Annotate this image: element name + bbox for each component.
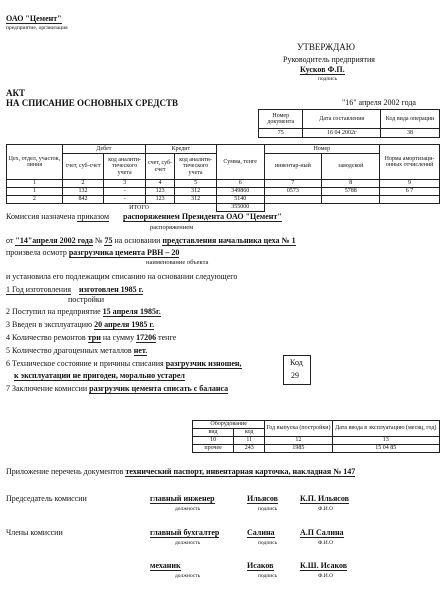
item-7 xyxy=(6,384,228,393)
col-num: 3 xyxy=(104,180,146,188)
item-6-continued: к эксплуатации не пригоден, морально устарел xyxy=(14,371,185,380)
table-cell: 5788 xyxy=(322,188,380,196)
act-title: АКТ xyxy=(6,88,26,98)
item-label: 3 Введен в эксплуатацию xyxy=(6,320,93,329)
commission-text: Комиссия назначена xyxy=(6,212,76,221)
table-cell: 132 xyxy=(62,188,104,196)
commission-line-1 xyxy=(6,212,282,221)
item-value: разгрузчик цемента списать с баланса xyxy=(89,384,229,393)
table-cell: - xyxy=(104,188,146,196)
chair-label: Председатель комиссии xyxy=(6,494,87,503)
table-cell: - xyxy=(104,196,146,204)
doc-header-opcode: Код вида операции xyxy=(381,110,440,129)
table-cell: прочее xyxy=(193,445,234,453)
doc-header-number: Номер документа xyxy=(259,110,303,129)
table-cell: 15 04 85 xyxy=(332,445,439,453)
commission-object: разгрузчика цемента РВН – 20 xyxy=(68,248,180,257)
col-inventory: инвентар-ный xyxy=(264,154,322,180)
item-label: на сумму xyxy=(102,333,135,342)
item-5 xyxy=(6,346,147,355)
item-value: изготовлен 1985 г. xyxy=(79,285,144,294)
col-debit-header: Дебет xyxy=(62,145,145,154)
table-cell xyxy=(264,196,322,204)
chair-name: К.П. Ильясов xyxy=(300,494,349,503)
item-1-caption: постройки xyxy=(68,295,105,304)
col-num: 11 xyxy=(234,437,265,445)
member-2-name: К.Ш. Исаков xyxy=(300,561,348,570)
caption-name: Ф.И.О xyxy=(318,506,334,512)
table-row xyxy=(7,188,440,196)
appendix xyxy=(6,467,355,476)
chair-position: главный инженер xyxy=(150,494,215,503)
col-num: 10 xyxy=(193,437,234,445)
commission-line-3 xyxy=(6,248,179,257)
doc-value-date: 16 04 2002г xyxy=(303,129,381,138)
doc-number-table xyxy=(258,109,440,138)
col-credit-header: Кредит xyxy=(145,145,216,154)
col-num: 9 xyxy=(380,180,440,188)
col-num: 4 xyxy=(145,180,174,188)
member-2-signature: Исаков xyxy=(247,561,274,570)
appendix-label: Приложение перечень документов xyxy=(6,467,124,476)
caption-position: должность xyxy=(175,540,201,546)
table-cell: 349860 xyxy=(216,188,264,196)
table-cell: 842 xyxy=(62,196,104,204)
col-number-header: Номер xyxy=(264,145,380,154)
col-debit-account: счет, суб-счет xyxy=(62,154,104,180)
table-cell: 1 xyxy=(7,188,63,196)
table-row xyxy=(193,445,440,453)
table-cell: 312 xyxy=(175,188,217,196)
caption-name: Ф.И.О xyxy=(318,573,334,579)
col-debit-code: код аналити-тического учета xyxy=(104,154,146,180)
item-value: нет. xyxy=(133,346,148,355)
doc-value-opcode: 38 xyxy=(381,129,440,138)
table-cell: 1985 xyxy=(265,445,332,453)
item-label: 2 Поступил на предприятие xyxy=(6,307,101,316)
code-label: Код xyxy=(290,358,303,367)
item-1 xyxy=(6,285,143,294)
total-label: ИТОГО xyxy=(129,204,150,211)
item-label: 7 Заключение комиссии xyxy=(6,384,88,393)
assets-table xyxy=(6,144,440,212)
item-2 xyxy=(6,307,161,316)
year-header: Год выпуска (постройки) xyxy=(265,421,332,437)
item-label: тенге xyxy=(158,333,177,342)
commission-order-detail: распоряжением Президента ОАО "Цемент" xyxy=(123,212,282,221)
member-2-position: механик xyxy=(150,561,181,570)
commission-no: 75 xyxy=(104,236,113,245)
col-sum-header: Сумма, тенге xyxy=(216,145,264,180)
table-cell: 2 xyxy=(7,196,63,204)
approval-name: Кусков Ф.П. xyxy=(300,65,345,74)
chair-signature: Ильясов xyxy=(247,494,278,503)
approval-caption: подпись xyxy=(318,76,338,82)
table-cell: 123 xyxy=(145,188,174,196)
col-num: 7 xyxy=(264,180,322,188)
col-factory: заводской xyxy=(322,154,380,180)
table-cell: 6 7 xyxy=(380,188,440,196)
caption-position: должность xyxy=(175,573,201,579)
item-value: разгрузчик изношен, xyxy=(165,359,242,368)
date-header: Дата ввода в эксплуатацию (месяц, год) xyxy=(332,421,439,437)
table-cell: 123 xyxy=(145,196,174,204)
col-num: 6 xyxy=(216,180,264,188)
members-label: Члены комиссии xyxy=(6,528,63,537)
table-cell: 312 xyxy=(175,196,217,204)
doc-value-number: 75 xyxy=(259,129,303,138)
col-num: 1 xyxy=(7,180,63,188)
commission-caption: распоряжением xyxy=(150,224,194,231)
col-num: 13 xyxy=(332,437,439,445)
kind-header: вид xyxy=(193,429,234,437)
member-1-position: главный бухгалтер xyxy=(150,528,220,537)
caption-signature: подпись xyxy=(258,573,278,579)
table-cell: 0573 xyxy=(264,188,322,196)
commission-line-4: и установила его подлежащим списанию на основании следующего xyxy=(6,272,238,281)
act-subtitle: НА СПИСАНИЕ ОСНОВНЫХ СРЕДСТВ xyxy=(6,98,178,108)
object-caption: наименование объекта xyxy=(146,259,209,266)
item-label: 6 Техническое состояние и причины списания xyxy=(6,359,164,368)
org-caption: предприятие, организация xyxy=(6,25,68,31)
table-cell xyxy=(322,196,380,204)
item-value: три xyxy=(87,333,101,342)
col-norm-header: Норма амортизаци-онных отчислений xyxy=(380,145,440,180)
commission-basis-label: на основании xyxy=(114,236,161,245)
approval-position: Руководитель предприятия xyxy=(283,55,375,64)
commission-no-label: № xyxy=(94,236,103,245)
item-value: 20 апреля 1985 г. xyxy=(94,320,155,329)
code-box xyxy=(283,355,311,385)
member-1-signature: Салина xyxy=(247,528,275,537)
item-value: 17206 xyxy=(136,333,157,342)
commission-order: приказом xyxy=(77,212,110,221)
member-1-name: А.П Салина xyxy=(300,528,344,537)
code-value: 29 xyxy=(291,371,299,380)
col-credit-account: счет, суб-счет xyxy=(145,154,174,180)
item-label: 5 Количество драгоценных металлов xyxy=(6,346,132,355)
item-4 xyxy=(6,333,176,342)
table-row xyxy=(7,196,440,204)
col-num: 8 xyxy=(322,180,380,188)
col-num: 12 xyxy=(265,437,332,445)
approval-title: УТВЕРЖДАЮ xyxy=(297,42,356,52)
item-label: 1 Год изготовления xyxy=(6,285,72,294)
code-header: код xyxy=(234,429,265,437)
caption-name: Ф.И.О xyxy=(318,540,334,546)
item-3 xyxy=(6,320,154,329)
table-cell: 5140 xyxy=(216,196,264,204)
commission-basis: представления начальника цеха № 1 xyxy=(162,236,296,245)
col-num: 5 xyxy=(175,180,217,188)
act-date: "16" апреля 2002 года xyxy=(342,98,416,107)
total-value: 355000 xyxy=(216,204,264,212)
table-cell: 243 xyxy=(234,445,265,453)
appendix-docs: технический паспорт, инвентарная карточка, накладная № 147 xyxy=(125,467,356,476)
caption-signature: подпись xyxy=(258,540,278,546)
col-num: 2 xyxy=(62,180,104,188)
commission-line-2 xyxy=(6,236,296,245)
equip-header: Оборудование xyxy=(193,421,265,429)
table-total-row xyxy=(7,204,440,212)
item-label: 4 Количество ремонтов xyxy=(6,333,86,342)
col-shop-header: Цех, отдел, участок, линия xyxy=(7,145,63,180)
item-value: 15 апреля 1985г. xyxy=(102,307,161,316)
table-cell xyxy=(380,196,440,204)
doc-header-date: Дата составления xyxy=(303,110,381,129)
caption-position: должность xyxy=(175,506,201,512)
commission-date: "14"апреля 2002 года xyxy=(15,236,93,245)
col-credit-code: код аналити-тического учета xyxy=(175,154,217,180)
commission-from: от xyxy=(6,236,14,245)
commission-inspected: произвела осмотр xyxy=(6,248,67,257)
item-6 xyxy=(6,359,242,368)
caption-signature: подпись xyxy=(258,506,278,512)
org-name: ОАО "Цемент" xyxy=(6,14,62,23)
equipment-table xyxy=(192,420,440,453)
